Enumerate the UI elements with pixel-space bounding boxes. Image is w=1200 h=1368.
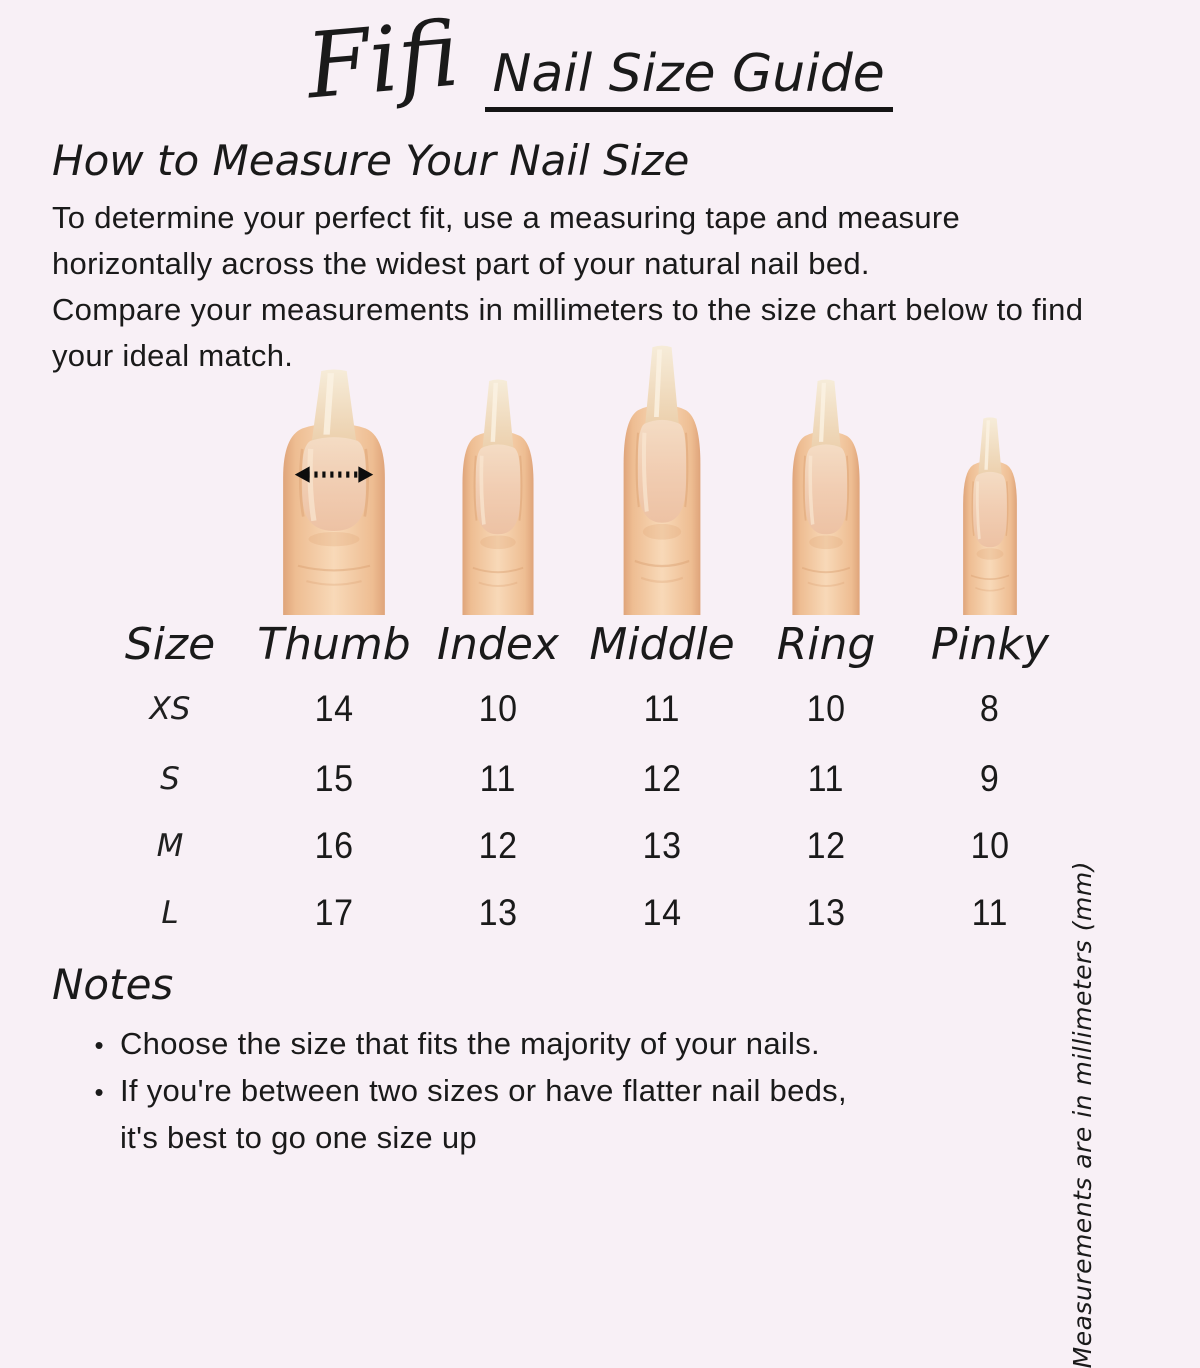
how-to-line: To determine your perfect fit, use a measuring tape and measure [52,200,961,235]
cell-m-pinky: 10 [970,824,1010,866]
finger-illustration-thumb [281,369,387,615]
pinky-finger-graphic [962,417,1018,615]
note-text: If you're between two sizes or have flatter nail beds, [120,1073,847,1108]
note-item [52,1068,1200,1115]
column-header-size: Size [124,618,216,670]
cell-l-middle: 14 [642,891,682,933]
cell-s-thumb: 15 [314,757,354,799]
column-header-index: Index [437,618,559,670]
size-chart-grid [88,343,1200,946]
cell-xs-ring: 10 [806,688,846,729]
brand-logo: Fifi [302,1,463,120]
cell-l-index: 13 [478,891,518,933]
cell-s-ring: 11 [807,757,845,799]
cell-s-middle: 12 [642,757,682,799]
cell-xs-index: 10 [478,688,518,729]
how-to-heading: How to Measure Your Nail Size [52,136,690,185]
cell-m-middle: 13 [642,824,682,866]
how-to-line: horizontally across the widest part of your natural nail bed. [52,246,870,281]
index-finger-graphic [461,379,535,615]
note-text: it's best to go one size up [120,1120,477,1155]
notes-section [52,960,1200,1161]
cell-m-ring: 12 [806,824,846,866]
finger-illustration-index [461,379,535,615]
row-label-l: L [161,894,179,931]
row-label-s: S [160,760,180,797]
column-header-ring: Ring [776,618,876,670]
cell-l-ring: 13 [806,891,846,933]
bullet-icon: • [94,1030,104,1060]
cell-m-thumb: 16 [314,824,354,866]
cell-l-pinky: 11 [971,891,1009,933]
column-header-pinky: Pinky [930,618,1050,670]
finger-illustration-ring [791,379,861,615]
cell-s-pinky: 9 [980,757,1000,799]
unit-note: Measurements are in millimeters (mm) [1068,861,1097,1368]
cell-xs-middle: 11 [643,688,681,729]
how-to-line: Compare your measurements in millimeters to the size chart below to find [52,292,1084,327]
how-to-line: your ideal match. [52,338,294,373]
notes-heading: Notes [52,960,174,1009]
cell-xs-pinky: 8 [980,688,1000,729]
finger-illustration-pinky [962,417,1018,615]
note-text: Choose the size that fits the majority of your nails. [120,1026,820,1061]
thumb-finger-graphic [281,369,387,615]
column-header-middle: Middle [589,618,735,670]
cell-xs-thumb: 14 [314,688,354,729]
row-label-m: M [156,827,184,864]
cell-m-index: 12 [478,824,518,866]
column-header-thumb: Thumb [257,618,411,670]
row-label-xs: XS [149,691,191,727]
page-title: Nail Size Guide [485,45,893,112]
note-item [52,1021,1200,1068]
finger-illustration-middle [622,345,702,615]
cell-l-thumb: 17 [314,891,354,933]
note-item [52,1115,1200,1161]
bullet-icon: • [94,1077,104,1107]
ring-finger-graphic [791,379,861,615]
header [0,0,1200,120]
middle-finger-graphic [622,345,702,615]
cell-s-index: 11 [479,757,517,799]
